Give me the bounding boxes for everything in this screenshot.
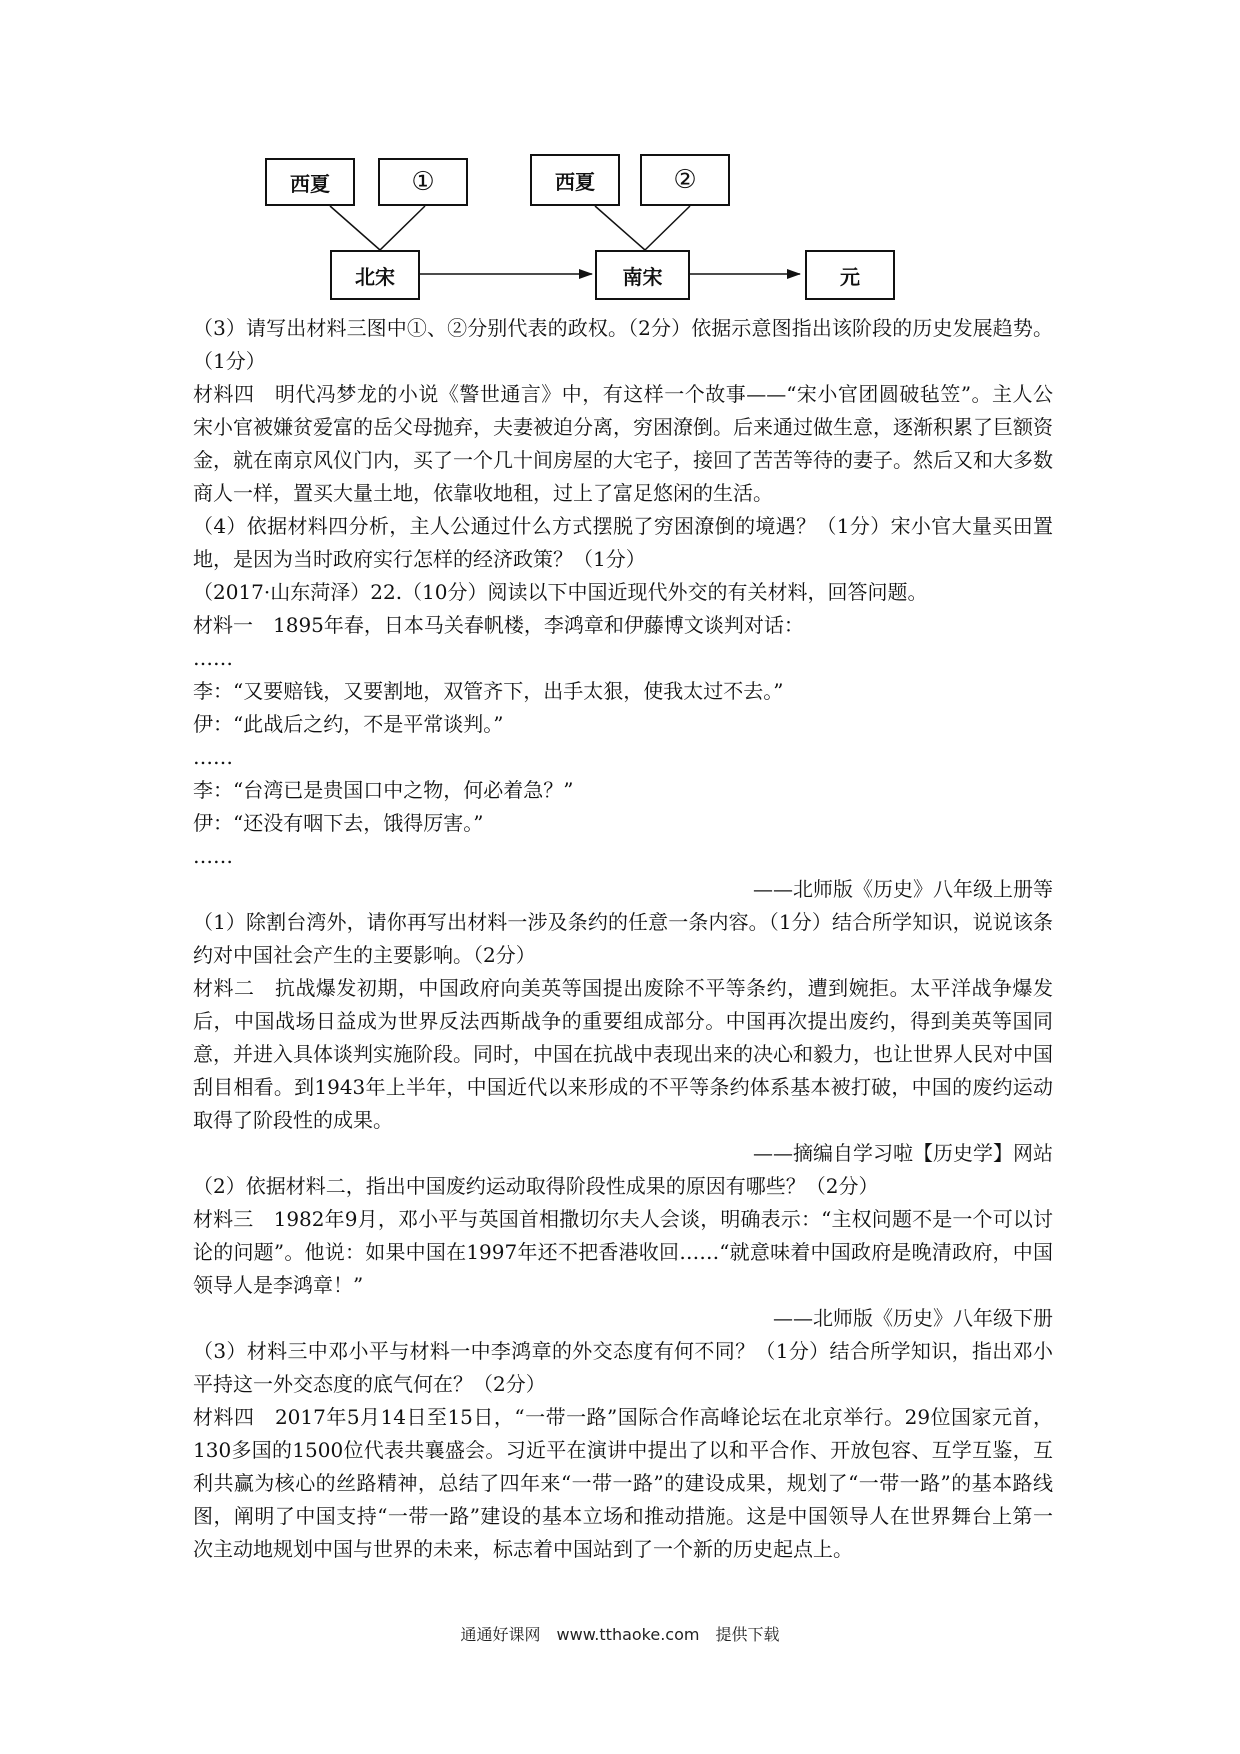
- dynasty-diagram: [290, 150, 970, 310]
- dialogue-line: 李：“台湾已是贵国口中之物，何必着急？”: [193, 778, 574, 802]
- ellipsis-line: ……: [193, 844, 233, 868]
- source-citation: ——摘编自学习啦【历史学】网站: [753, 1141, 1053, 1165]
- ellipsis-line: ……: [193, 646, 233, 670]
- connector-line: [330, 206, 380, 250]
- document-body: [193, 312, 1053, 1566]
- box-northern-song: 北宋: [330, 250, 420, 300]
- source-citation: ——北师版《历史》八年级下册: [773, 1306, 1053, 1330]
- connector-line: [645, 206, 690, 250]
- material-1-intro: 材料一 1895年春，日本马关春帆楼，李鸿章和伊藤博文谈判对话：: [193, 613, 804, 637]
- dialogue-line: 伊：“此战后之约，不是平常谈判。”: [193, 712, 504, 736]
- material-2-paragraph: 材料二 抗战爆发初期，中国政府向美英等国提出废除不平等条约，遭到婉拒。太平洋战争爆发后，中国战场日益成为世界反法西斯战争的重要组成部分。中国再次提出废约，得到美英等国同意，并进入具体谈判实施阶段。同时，中国在抗战中表现出来的决心和毅力，也让世界人民对中国刮目相看。到1943年上半年，中国近代以来形成的不平等条约体系基本被打破，中国的废约运动取得了阶段性的成果。: [193, 976, 1053, 1132]
- dialogue-line: 李：“又要赔钱，又要割地，双管齐下，出手太狠，使我太过不去。”: [193, 679, 784, 703]
- question-3: （3）请写出材料三图中①、②分别代表的政权。（2分）依据示意图指出该阶段的历史发展趋势。（1分）: [193, 316, 1053, 373]
- box-regime-2: ②: [640, 154, 730, 206]
- source-citation: ——北师版《历史》八年级上册等: [753, 877, 1053, 901]
- material-4-paragraph: 材料四 明代冯梦龙的小说《警世通言》中，有这样一个故事——“宋小官团圆破毡笠”。主人公宋小官被嫌贫爱富的岳父母抛弃，夫妻被迫分离，穷困潦倒。后来通过做生意，逐渐积累了巨额资金，就在南京风仪门内，买了一个几十间房屋的大宅子，接回了苦苦等待的妻子。然后又和大多数商人一样，置买大量土地，依靠收地租，过上了富足悠闲的生活。: [193, 382, 1053, 505]
- material-4b-paragraph: 材料四 2017年5月14日至15日，“一带一路”国际合作高峰论坛在北京举行。29位国家元首，130多国的1500位代表共襄盛会。习近平在演讲中提出了以和平合作、开放包容、互学互鉴，互利共赢为核心的丝路精神，总结了四年来“一带一路”的建设成果，规划了“一带一路”的基本路线图，阐明了中国支持“一带一路”建设的基本立场和推动措施。这是中国领导人在世界舞台上第一次主动地规划中国与世界的未来，标志着中国站到了一个新的历史起点上。: [193, 1405, 1053, 1561]
- box-xixia-right: 西夏: [530, 154, 620, 206]
- question-2: （2）依据材料二，指出中国废约运动取得阶段性成果的原因有哪些？（2分）: [193, 1174, 879, 1198]
- dialogue-line: 伊：“还没有咽下去，饿得厉害。”: [193, 811, 484, 835]
- page-footer: 通通好课网 www.tthaoke.com 提供下载: [460, 1625, 780, 1644]
- connector-line: [380, 206, 425, 250]
- connector-line: [595, 206, 645, 250]
- box-xixia-left: 西夏: [265, 158, 355, 206]
- question-1: （1）除割台湾外，请你再写出材料一涉及条约的任意一条内容。（1分）结合所学知识，说说该条约对中国社会产生的主要影响。（2分）: [193, 910, 1053, 967]
- question-4: （4）依据材料四分析，主人公通过什么方式摆脱了穷困潦倒的境遇？（1分）宋小官大量买田置地，是因为当时政府实行怎样的经济政策？（1分）: [193, 514, 1053, 571]
- box-regime-1: ①: [378, 158, 468, 206]
- box-yuan: 元: [805, 250, 895, 300]
- question-22-heading: （2017·山东菏泽）22.（10分）阅读以下中国近现代外交的有关材料，回答问题。: [193, 580, 928, 604]
- box-southern-song: 南宋: [595, 250, 690, 300]
- ellipsis-line: ……: [193, 745, 233, 769]
- question-3-part2: （3）材料三中邓小平与材料一中李鸿章的外交态度有何不同？（1分）结合所学知识，指出邓小平持这一外交态度的底气何在？（2分）: [193, 1339, 1053, 1396]
- material-3-paragraph: 材料三 1982年9月，邓小平与英国首相撒切尔夫人会谈，明确表示：“主权问题不是一个可以讨论的问题”。他说：如果中国在1997年还不把香港收回……“就意味着中国政府是晚清政府，中国领导人是李鸿章！”: [193, 1207, 1053, 1297]
